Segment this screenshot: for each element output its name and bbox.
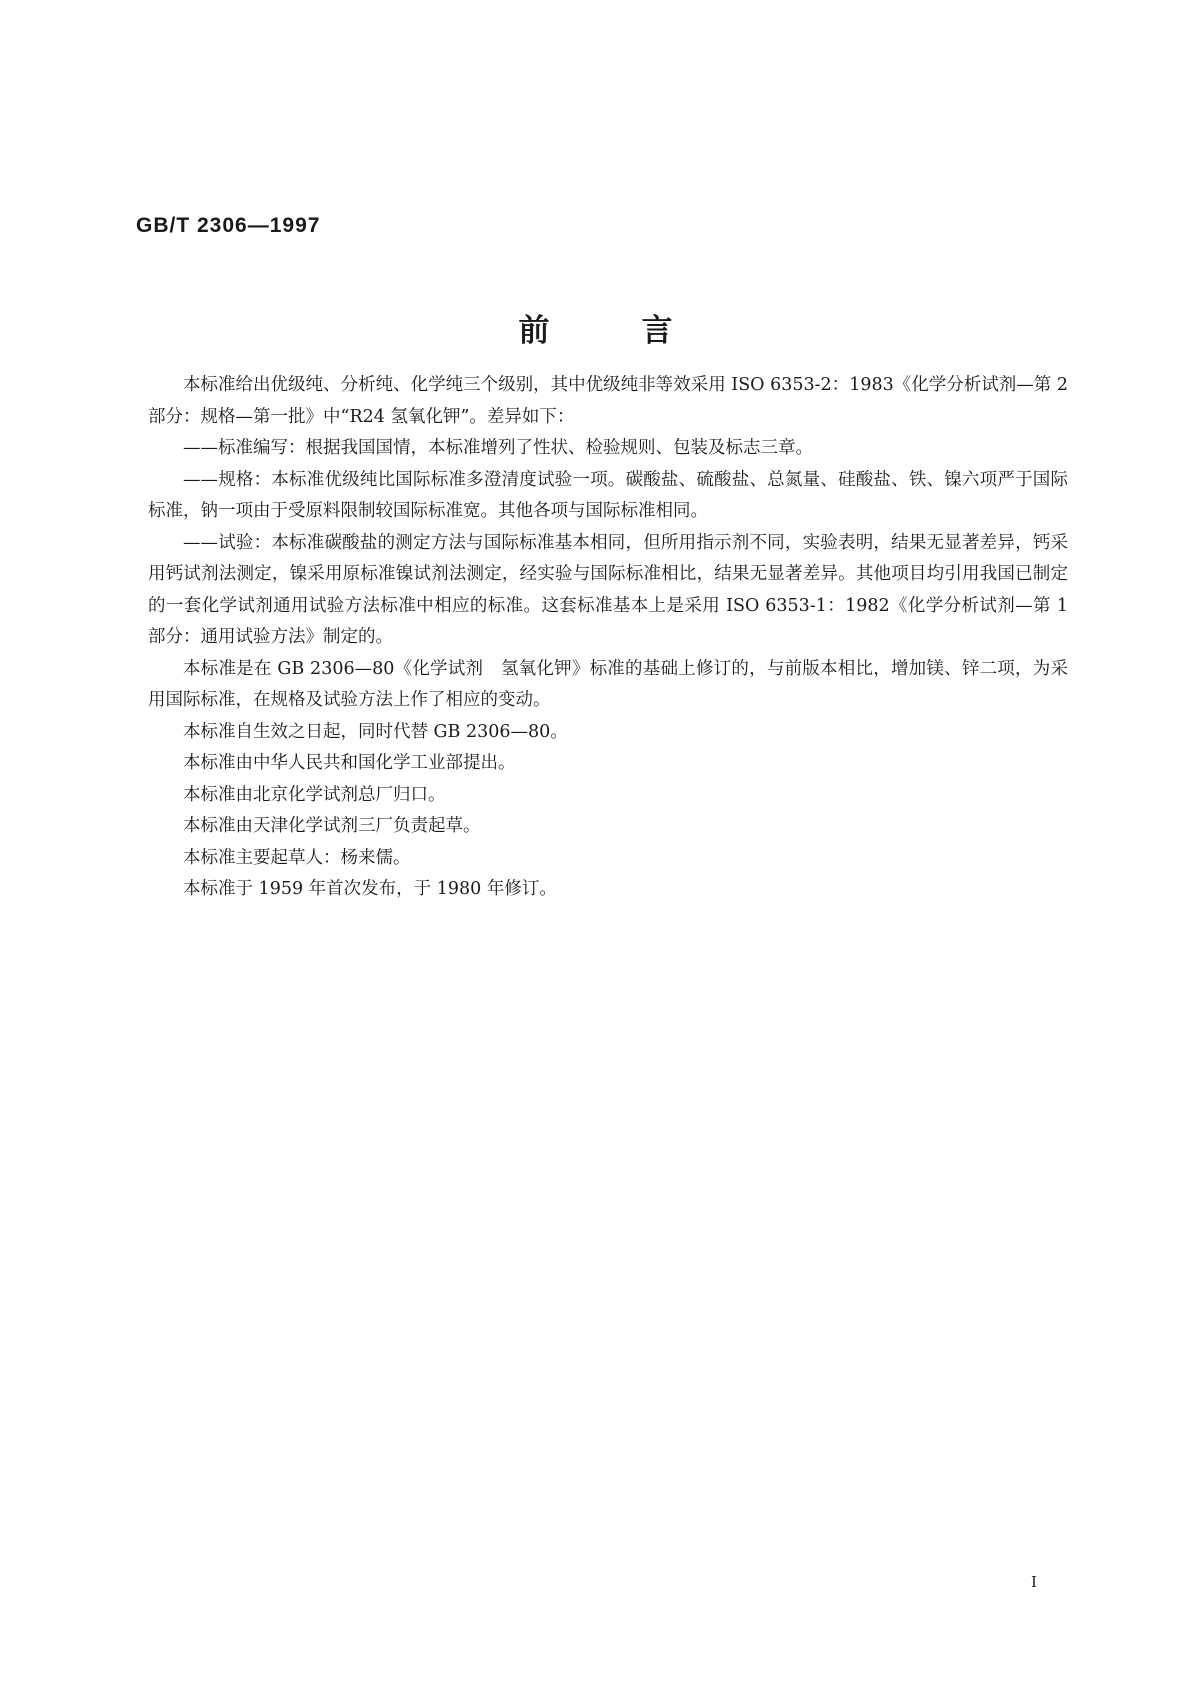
paragraph-history: 本标准于 1959 年首次发布，于 1980 年修订。 (183, 879, 557, 899)
paragraph-revision: 本标准是在 GB 2306—80《化学试剂 氢氧化钾》标准的基础上修订的，与前版本相比，增加镁、锌二项，为采用国际标准，在规格及试验方法上作了相应的变动。 (148, 658, 1068, 710)
paragraph-difference-writing: ——标准编写：根据我国国情，本标准增列了性状、检验规则、包装及标志三章。 (183, 438, 813, 458)
foreword-body (148, 370, 1068, 906)
page-title: 前言 (518, 313, 765, 349)
paragraph-drafter: 本标准主要起草人：杨来儒。 (183, 847, 411, 868)
paragraph-difference-spec: ——规格：本标准优级纯比国际标准多澄清度试验一项。碳酸盐、硫酸盐、总氮量、硅酸盐、铁、镍六项严于国际标准，钠一项由于受原料限制较国际标准宽。其他各项与国际标准相同。 (148, 469, 1068, 521)
paragraph-effective: 本标准自生效之日起，同时代替 GB 2306—80。 (183, 721, 568, 742)
page-number: I (1031, 1573, 1037, 1591)
paragraph-drafting-unit: 本标准由天津化学试剂三厂负责起草。 (183, 816, 481, 836)
paragraph-centralized: 本标准由北京化学试剂总厂归口。 (183, 784, 446, 805)
standard-code: GB/T 2306—1997 (136, 214, 321, 237)
paragraph-intro: 本标准给出优级纯、分析纯、化学纯三个级别，其中优级纯非等效采用 ISO 6353-2：1983《化学分析试剂—第 2 部分：规格—第一批》中“R24 氢氧化钾”。差异如下： (148, 375, 1068, 427)
paragraph-difference-test: ——试验：本标准碳酸盐的测定方法与国际标准基本相同，但所用指示剂不同，实验表明，结果无显著差异，钙采用钙试剂法测定，镍采用原标准镍试剂法测定，经实验与国际标准相比，结果无显著差异。其他项目均引用我国已制定的一套化学试剂通用试验方法标准中相应的标准。这套标准基本上是采用 ISO 6353-1：1982《化学分析试剂—第 1 部分：通用试验方法》制定的。 (148, 532, 1068, 647)
paragraph-proposer: 本标准由中华人民共和国化学工业部提出。 (183, 753, 516, 773)
